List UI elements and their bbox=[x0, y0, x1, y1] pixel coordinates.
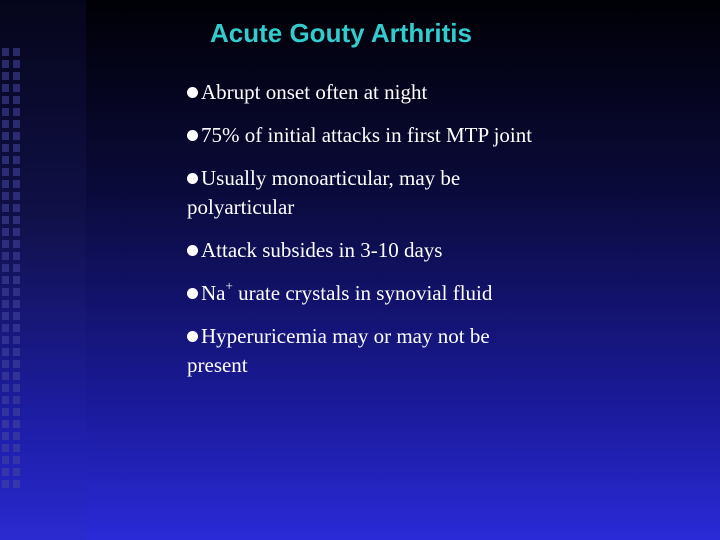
dot-pattern-decoration bbox=[2, 48, 20, 488]
bullet-text-suffix: urate crystals in synovial fluid bbox=[232, 281, 493, 305]
bullet-item bbox=[187, 164, 547, 222]
bullet-text: Usually monoarticular, may be polyarticular bbox=[187, 166, 461, 219]
bullet-text: Hyperuricemia may or may not be present bbox=[187, 324, 490, 377]
bullet-text: Attack subsides in 3-10 days bbox=[201, 238, 443, 262]
bullet-item bbox=[187, 236, 547, 265]
bullet-text: Abrupt onset often at night bbox=[201, 80, 428, 104]
bullet-list bbox=[187, 78, 547, 394]
bullet-dot-icon bbox=[187, 173, 198, 184]
bullet-dot-icon bbox=[187, 331, 198, 342]
bullet-item bbox=[187, 121, 547, 150]
bullet-item bbox=[187, 322, 547, 380]
superscript-charge: + bbox=[225, 278, 233, 293]
bullet-dot-icon bbox=[187, 87, 198, 98]
bullet-text: 75% of initial attacks in first MTP joint bbox=[201, 123, 533, 147]
bullet-dot-icon bbox=[187, 288, 198, 299]
bullet-item bbox=[187, 279, 547, 308]
bullet-text-prefix: Na bbox=[201, 281, 226, 305]
slide-title: Acute Gouty Arthritis bbox=[210, 18, 472, 48]
left-decorative-band bbox=[0, 0, 86, 540]
bullet-item bbox=[187, 78, 547, 107]
bullet-dot-icon bbox=[187, 245, 198, 256]
bullet-dot-icon bbox=[187, 130, 198, 141]
